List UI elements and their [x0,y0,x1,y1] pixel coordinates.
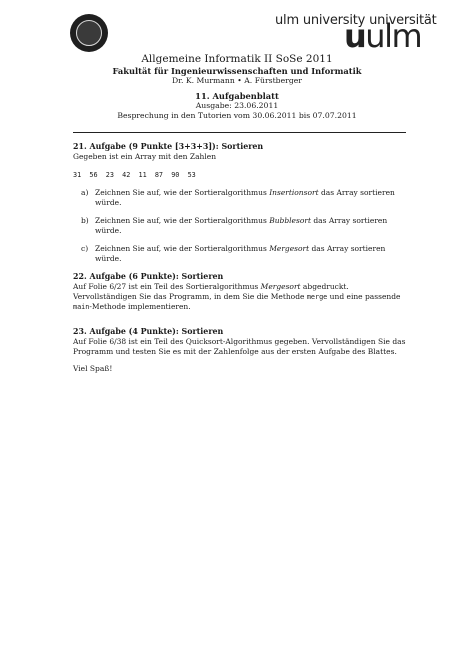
faculty: Fakultät für Ingenieurwissenschaften und Informatik [112,66,362,76]
task-title: 23. Aufgabe (4 Punkte): Sortieren [73,327,224,336]
subtask-list [73,188,406,264]
task-intro: Gegeben ist ein Array mit den Zahlen [73,152,217,161]
task-text: Auf Folie 6/27 ist ein Teil des Sortieralgorithmus Mergesort abgedruckt. Vervollständigen Sie das Programm, in dem Sie die Methode merge und eine passende main-Methode implementieren. [73,282,401,311]
task-title: 22. Aufgabe (6 Punkte): Sortieren [73,272,224,281]
discussion-dates: Besprechung in den Tutorien vom 30.06.2011 bis 07.07.2011 [117,111,357,120]
ulm-logo: uulm [344,17,422,55]
university-name: ulm university universität [275,13,437,28]
closing-text: Viel Spaß! [73,364,113,373]
subtask-c: c) Zeichnen Sie auf, wie der Sortieralgorithmus Mergesort das Array sortieren würde. [81,244,386,263]
issue-date: Ausgabe: 23.06.2011 [195,101,279,110]
university-seal-icon [70,14,108,52]
header-rule [73,132,406,133]
task-text: Auf Folie 6/38 ist ein Teil des Quicksort-Algorithmus gegeben. Vervollständigen Sie das Programm und testen Sie es mit der Zahlenfolge aus der ersten Aufgabe des Blattes. [73,337,406,356]
course-title: Allgemeine Informatik II SoSe 2011 [141,53,333,65]
sheet-title: 11. Aufgabenblatt [195,91,279,101]
subtask-a: a) Zeichnen Sie auf, wie der Sortieralgorithmus Insertionsort das Array sortieren würde. [81,188,395,207]
task-title: 21. Aufgabe (9 Punkte [3+3+3]): Sortieren [73,142,264,151]
authors: Dr. K. Murmann • A. Fürstberger [172,76,302,85]
title-block [0,53,474,121]
number-array: 31 56 23 42 11 87 90 53 [73,171,196,179]
task-22 [73,272,406,312]
subtask-b: b) Zeichnen Sie auf, wie der Sortieralgorithmus Bubblesort das Array sortieren würde. [81,216,388,235]
bullet: • [237,76,242,85]
task-list [73,142,406,374]
task-23 [73,327,406,357]
task-21 [73,142,406,264]
